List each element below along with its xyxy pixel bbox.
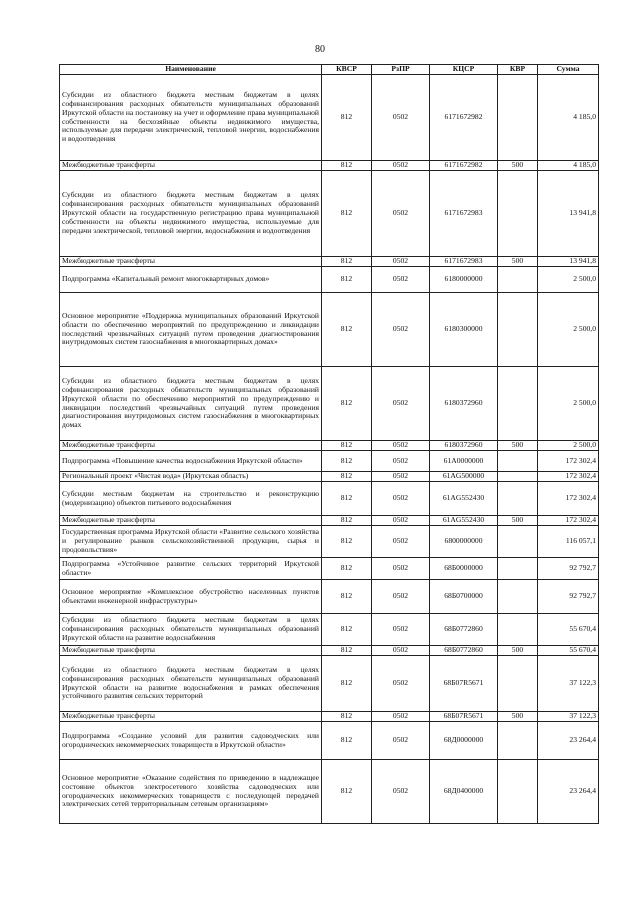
row-name: Подпрограмма «Повышение качества водоснабжения Иркутской области» (60, 451, 322, 472)
row-sum: 13 941,8 (538, 171, 599, 257)
row-kvr (498, 482, 538, 516)
row-kcsr: 61А0000000 (430, 451, 498, 472)
row-kvr: 500 (498, 441, 538, 451)
row-kcsr: 68Б0772860 (430, 614, 498, 646)
row-kcsr: 61АG552430 (430, 482, 498, 516)
row-kvr (498, 558, 538, 580)
row-kvsr: 812 (322, 441, 372, 451)
row-kvr (498, 614, 538, 646)
row-name: Подпрограмма «Устойчивое развитие сельских территорий Иркутской области» (60, 558, 322, 580)
row-kvr (498, 75, 538, 161)
table-row (60, 646, 599, 656)
row-name: Основное мероприятие «Комплексное обустройство населенных пунктов объектами инженерной инфраструктуры» (60, 580, 322, 614)
row-rzpr: 0502 (372, 722, 430, 760)
row-name: Основное мероприятие «Оказание содействия по приведению в надлежащее состояние объектов электросетевого хозяйства садоводческих или огороднических некоммерческих товариществ с последующей передачей электрических сетей территориальным сетевым организациям» (60, 760, 322, 824)
column-header-kvr: КВР (498, 65, 538, 75)
row-name: Межбюджетные трансферты (60, 441, 322, 451)
row-kvsr: 812 (322, 267, 372, 293)
row-kcsr: 61АG552430 (430, 516, 498, 526)
row-sum: 23 264,4 (538, 722, 599, 760)
row-rzpr: 0502 (372, 441, 430, 451)
row-rzpr: 0502 (372, 75, 430, 161)
row-rzpr: 0502 (372, 516, 430, 526)
row-sum: 55 670,4 (538, 646, 599, 656)
table-header-row (60, 65, 599, 75)
table-row (60, 722, 599, 760)
row-sum: 2 500,0 (538, 267, 599, 293)
table-row (60, 293, 599, 367)
row-rzpr: 0502 (372, 472, 430, 482)
row-kcsr: 6180372960 (430, 367, 498, 441)
row-name: Субсидии из областного бюджета местным бюджетам в целях софинансирования расходных обязательств муниципальных образований Иркутской области по обеспечению мероприятий по предупреждению и ликвидации последствий чрезвычайных ситуаций путем проведения диагностирования внутридомовых систем газоснабжения в многоквартирных домах (60, 367, 322, 441)
table-row (60, 712, 599, 722)
row-name: Государственная программа Иркутской области «Развитие сельского хозяйства и регулирование рынков сельскохозяйственной продукции, сырья и продовольствия» (60, 526, 322, 558)
row-kvr (498, 472, 538, 482)
row-kcsr: 68Д0000000 (430, 722, 498, 760)
row-rzpr: 0502 (372, 257, 430, 267)
table-row (60, 367, 599, 441)
row-kvsr: 812 (322, 482, 372, 516)
row-rzpr: 0502 (372, 526, 430, 558)
row-sum: 13 941,8 (538, 257, 599, 267)
row-kvr (498, 171, 538, 257)
column-header-name: Наименование (60, 65, 322, 75)
row-name: Субсидии из областного бюджета местным бюджетам в целях софинансирования расходных обязательств муниципальных образований Иркутской области на развитие водоснабжения (60, 614, 322, 646)
budget-table (59, 64, 599, 824)
row-sum: 172 302,4 (538, 451, 599, 472)
table-row (60, 558, 599, 580)
row-kvsr: 812 (322, 171, 372, 257)
row-kvsr: 812 (322, 516, 372, 526)
row-name: Субсидии из областного бюджета местным бюджетам в целях софинансирования расходных обязательств муниципальных образований Иркутской области на развитие водоснабжения в рамках обеспечения устойчивого развития сельских территорий (60, 656, 322, 712)
row-kcsr: 61АG500000 (430, 472, 498, 482)
row-sum: 37 122,3 (538, 712, 599, 722)
row-rzpr: 0502 (372, 267, 430, 293)
row-kcsr: 68Б07R5671 (430, 656, 498, 712)
table-row (60, 267, 599, 293)
row-kcsr: 6180000000 (430, 267, 498, 293)
table-row (60, 161, 599, 171)
row-kcsr: 6180372960 (430, 441, 498, 451)
table-row (60, 656, 599, 712)
row-rzpr: 0502 (372, 656, 430, 712)
row-kvsr: 812 (322, 760, 372, 824)
row-rzpr: 0502 (372, 293, 430, 367)
table-row (60, 526, 599, 558)
row-kvsr: 812 (322, 656, 372, 712)
row-sum: 55 670,4 (538, 614, 599, 646)
row-kvsr: 812 (322, 722, 372, 760)
table-row (60, 614, 599, 646)
row-kvr: 500 (498, 712, 538, 722)
column-header-sum: Сумма (538, 65, 599, 75)
row-kvsr: 812 (322, 526, 372, 558)
row-kvr (498, 451, 538, 472)
row-kvsr: 812 (322, 257, 372, 267)
row-kvr: 500 (498, 516, 538, 526)
row-sum: 92 792,7 (538, 558, 599, 580)
row-sum: 172 302,4 (538, 516, 599, 526)
row-sum: 23 264,4 (538, 760, 599, 824)
table-row (60, 760, 599, 824)
row-kvr (498, 293, 538, 367)
row-name: Межбюджетные трансферты (60, 161, 322, 171)
row-kvr: 500 (498, 257, 538, 267)
row-kvsr: 812 (322, 646, 372, 656)
row-sum: 4 185,0 (538, 75, 599, 161)
row-kcsr: 6171672982 (430, 75, 498, 161)
row-rzpr: 0502 (372, 558, 430, 580)
table-row (60, 441, 599, 451)
row-kcsr: 6171672983 (430, 257, 498, 267)
row-kvr (498, 367, 538, 441)
row-name: Подпрограмма «Создание условий для развития садоводческих или огороднических некоммерческих товариществ в Иркутской области» (60, 722, 322, 760)
table-row (60, 75, 599, 161)
row-sum: 2 500,0 (538, 367, 599, 441)
column-header-rzpr: РзПР (372, 65, 430, 75)
row-kvsr: 812 (322, 161, 372, 171)
row-sum: 37 122,3 (538, 656, 599, 712)
row-name: Межбюджетные трансферты (60, 646, 322, 656)
row-kcsr: 68Б0700000 (430, 580, 498, 614)
row-kcsr: 68Б0000000 (430, 558, 498, 580)
row-kcsr: 6171672982 (430, 161, 498, 171)
table-row (60, 472, 599, 482)
row-kvsr: 812 (322, 367, 372, 441)
row-kvr (498, 580, 538, 614)
row-kcsr: 6180300000 (430, 293, 498, 367)
row-rzpr: 0502 (372, 614, 430, 646)
row-name: Межбюджетные трансферты (60, 257, 322, 267)
row-kvsr: 812 (322, 614, 372, 646)
row-kvsr: 812 (322, 472, 372, 482)
table-row (60, 451, 599, 472)
row-name: Субсидии из областного бюджета местным бюджетам в целях софинансирования расходных обязательств муниципальных образований Иркутской области на государственную регистрацию права муниципальной собственности на объекты недвижимого имущества, используемые для передачи электрической, тепловой энергии, водоснабжения и водоотведения (60, 171, 322, 257)
row-kvr: 500 (498, 161, 538, 171)
row-kvr (498, 267, 538, 293)
table-row (60, 482, 599, 516)
row-kvsr: 812 (322, 712, 372, 722)
row-name: Региональный проект «Чистая вода» (Иркутская область) (60, 472, 322, 482)
row-sum: 172 302,4 (538, 482, 599, 516)
row-kvr (498, 760, 538, 824)
table-row (60, 580, 599, 614)
row-kvsr: 812 (322, 580, 372, 614)
column-header-kvsr: КВСР (322, 65, 372, 75)
row-kcsr: 6800000000 (430, 526, 498, 558)
row-sum: 2 500,0 (538, 441, 599, 451)
row-name: Подпрограмма «Капитальный ремонт многоквартирных домов» (60, 267, 322, 293)
row-rzpr: 0502 (372, 367, 430, 441)
row-sum: 172 302,4 (538, 472, 599, 482)
row-kvsr: 812 (322, 451, 372, 472)
row-kvr: 500 (498, 646, 538, 656)
row-rzpr: 0502 (372, 171, 430, 257)
row-sum: 4 185,0 (538, 161, 599, 171)
row-name: Субсидии местным бюджетам на строительство и реконструкцию (модернизацию) объектов питьевого водоснабжения (60, 482, 322, 516)
row-kcsr: 6171672983 (430, 171, 498, 257)
row-sum: 92 792,7 (538, 580, 599, 614)
row-rzpr: 0502 (372, 451, 430, 472)
row-kvsr: 812 (322, 558, 372, 580)
row-name: Межбюджетные трансферты (60, 516, 322, 526)
table-row (60, 516, 599, 526)
row-kvr (498, 656, 538, 712)
table-row (60, 171, 599, 257)
row-kvr (498, 526, 538, 558)
row-sum: 116 057,1 (538, 526, 599, 558)
page-number: 80 (315, 44, 325, 55)
row-rzpr: 0502 (372, 712, 430, 722)
row-kcsr: 68Б07R5671 (430, 712, 498, 722)
row-name: Субсидии из областного бюджета местным бюджетам в целях софинансирования расходных обязательств муниципальных образований Иркутской области на постановку на учет и оформление права муниципальной собственности на бесхозяйные объекты недвижимого имущества, используемые для передачи электрической, тепловой энергии, водоснабжения и водоотведения (60, 75, 322, 161)
row-kvr (498, 722, 538, 760)
row-rzpr: 0502 (372, 760, 430, 824)
row-rzpr: 0502 (372, 482, 430, 516)
table-row (60, 257, 599, 267)
row-kcsr: 68Д0400000 (430, 760, 498, 824)
row-name: Основное мероприятие «Поддержка муниципальных образований Иркутской области по обеспечению мероприятий по предупреждению и ликвидации последствий чрезвычайных ситуаций путем проведения диагностирования внутридомовых систем газоснабжения в многоквартирных домах» (60, 293, 322, 367)
column-header-kcsr: КЦСР (430, 65, 498, 75)
row-kvsr: 812 (322, 293, 372, 367)
row-kvsr: 812 (322, 75, 372, 161)
row-rzpr: 0502 (372, 580, 430, 614)
row-kcsr: 68Б0772860 (430, 646, 498, 656)
row-sum: 2 500,0 (538, 293, 599, 367)
row-rzpr: 0502 (372, 646, 430, 656)
row-rzpr: 0502 (372, 161, 430, 171)
row-name: Межбюджетные трансферты (60, 712, 322, 722)
